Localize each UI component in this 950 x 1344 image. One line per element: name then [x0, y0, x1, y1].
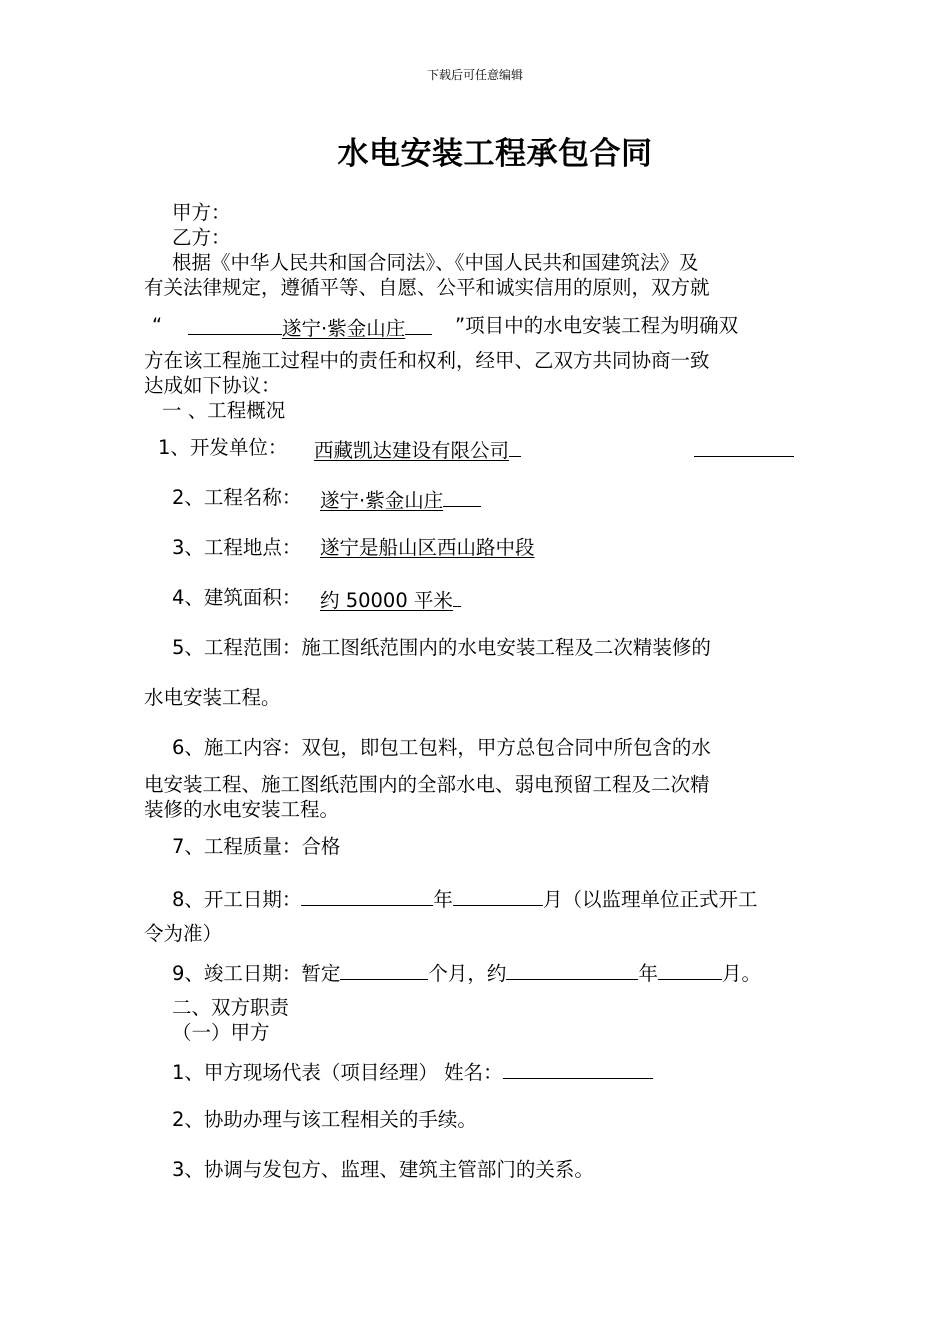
quality-line: 7、工程质量：合格: [172, 835, 341, 858]
rep-line: [172, 1058, 653, 1085]
blank-line: [509, 436, 521, 457]
start-date-line-2: 令为准）: [144, 922, 223, 945]
end-year-unit: 年: [638, 962, 658, 985]
section-2-sub-a: （一）甲方: [172, 1021, 270, 1044]
end-months-unit: 个月，约: [428, 962, 507, 985]
end-months-blank: [340, 959, 428, 980]
rep-label: 1、甲方现场代表（项目经理） 姓名：: [172, 1061, 503, 1084]
developer-trailing-field: [694, 436, 794, 463]
preamble-line-2: 有关法律规定，遵循平等、自愿、公平和诚实信用的原则，双方就: [144, 276, 710, 299]
party-b-label: 乙方：: [172, 226, 231, 249]
content-line-1: 6、施工内容：双包，即包工包料，甲方总包合同中所包含的水: [172, 736, 711, 759]
assist-line: 2、协助办理与该工程相关的手续。: [172, 1108, 477, 1131]
end-month-blank: [658, 959, 722, 980]
start-month-note: 月（以监理单位正式开工: [542, 888, 758, 911]
blank-line: [443, 486, 481, 507]
contract-title: 水电安装工程承包合同: [337, 136, 653, 172]
area-label: 4、建筑面积：: [172, 586, 302, 609]
section-2-heading: 二、双方职责: [172, 996, 290, 1019]
preamble-line-3: ”项目中的水电安装工程为明确双: [455, 314, 739, 337]
coordinate-line: 3、协调与发包方、监理、建筑主管部门的关系。: [172, 1158, 594, 1181]
preamble-line-1: 根据《中华人民共和国合同法》、《中国人民共和国建筑法》及: [172, 251, 699, 274]
end-year-blank: [506, 959, 638, 980]
end-month-unit: 月。: [721, 962, 761, 985]
scope-line-1: 5、工程范围：施工图纸范围内的水电安装工程及二次精装修的: [172, 636, 711, 659]
start-year-blank: [301, 885, 433, 906]
rep-name-blank: [503, 1058, 653, 1079]
developer-label: 1、开发单位：: [158, 436, 288, 459]
start-date-line: [172, 885, 757, 912]
content-line-2: 电安装工程、施工图纸范围内的全部水电、弱电预留工程及二次精: [144, 773, 710, 796]
developer-value: 西藏凯达建设有限公司: [314, 439, 510, 462]
preamble-open-quote: “: [152, 314, 163, 337]
blank-line: [694, 436, 794, 457]
scope-line-2: 水电安装工程。: [144, 686, 281, 709]
start-year-unit: 年: [433, 888, 453, 911]
start-month-blank: [453, 885, 543, 906]
project-name: 遂宁·紫金山庄: [282, 317, 406, 340]
end-date-label: 9、竣工日期：暂定: [172, 962, 341, 985]
content-line-3: 装修的水电安装工程。: [144, 798, 340, 821]
project-name-field: [188, 314, 432, 341]
preamble-line-4: 方在该工程施工过程中的责任和权利，经甲、乙双方共同协商一致: [144, 349, 710, 372]
blank-line: [405, 314, 432, 335]
project-name-label: 2、工程名称：: [172, 486, 302, 509]
end-date-line: [172, 959, 761, 986]
location-value: 遂宁是船山区西山路中段: [320, 536, 535, 559]
developer-field: [314, 436, 521, 463]
section-1-heading: 一 、工程概况: [162, 399, 286, 422]
start-date-label: 8、开工日期：: [172, 888, 302, 911]
area-field: [320, 586, 461, 613]
location-label: 3、工程地点：: [172, 536, 302, 559]
preamble-line-5: 达成如下协议：: [144, 374, 281, 397]
blank-line: [453, 586, 461, 607]
blank-line: [188, 314, 282, 335]
party-a-label: 甲方：: [172, 201, 231, 224]
project-name-field-2: [320, 486, 481, 513]
page-header: 下载后可任意编辑: [426, 68, 523, 82]
area-value: 约 50000 平米: [320, 589, 453, 612]
project-name-value: 遂宁·紫金山庄: [320, 489, 444, 512]
